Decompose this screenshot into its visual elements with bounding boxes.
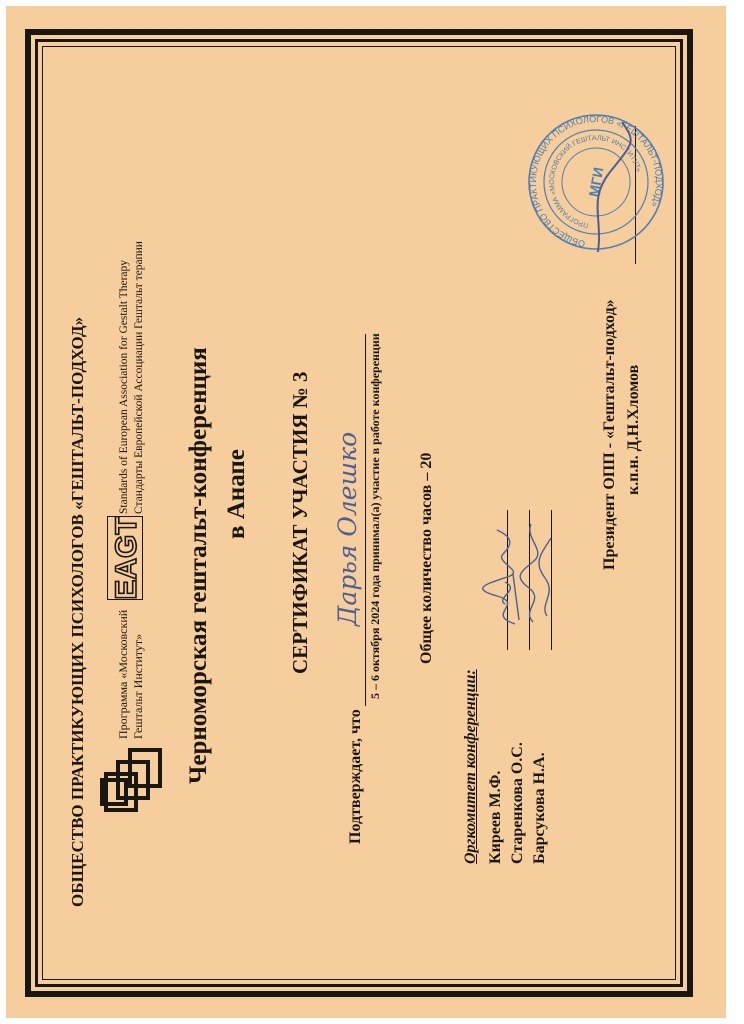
participation-text: 5 – 6 октября 2024 года принимал(а) участие в работе конференции — [368, 333, 382, 699]
conference-place: в Анапе — [223, 449, 250, 539]
hours-text: Общее количество часов – 20 — [418, 452, 435, 664]
eagt-line-1: Standards of European Association for Gestalt Therapy — [118, 260, 130, 514]
svg-text:EAGT: EAGT — [110, 516, 143, 600]
confirms-label: Подтверждает, что — [347, 709, 364, 844]
eagt-logo-icon — [107, 516, 143, 600]
mgi-logo-icon — [98, 744, 164, 814]
program-line-1: Программа «Московский — [116, 609, 130, 739]
svg-text:МГИ: МГИ — [585, 166, 607, 198]
eagt-line-2: Стандарты Европейской Ассоциации Гештальт терапии — [133, 241, 145, 514]
president-title: Президент ОПП - «Гештальт-подход» — [601, 299, 618, 570]
certificate-title: СЕРТИФИКАТ УЧАСТИЯ № 3 — [288, 371, 312, 674]
svg-text:ОБЩЕСТВО ПРАКТИКУЮЩИХ ПСИХОЛОГ: ОБЩЕСТВО ПРАКТИКУЮЩИХ ПСИХОЛОГОВ «ГЕШТАЛЬТ-ПОДХОД» — [527, 113, 665, 249]
committee-member-1: Киреев М.Ф. — [487, 770, 504, 864]
program-line-2: Гештальт Институт» — [131, 633, 145, 739]
participant-name-handwritten — [326, 374, 366, 634]
committee-member-3: Барсукова Н.А. — [531, 752, 548, 864]
eagt-logo — [107, 516, 148, 600]
round-stamp — [526, 112, 666, 252]
svg-text:ПРОГРАММА «МОСКОВСКИЙ ГЕШТАЛЬТ: ПРОГРАММА «МОСКОВСКИЙ ГЕШТАЛЬТ ИНСТИТУТ» — [548, 134, 642, 229]
svg-text:Дарья Олешко: Дарья Олешко — [333, 431, 362, 626]
president-name: к.п.н. Д.Н.Хломов — [625, 364, 642, 495]
organization-title: ОБЩЕСТВО ПРАКТИКУЮЩИХ ПСИХОЛОГОВ «ГЕШТАЛЬТ-ПОДХОД» — [68, 316, 87, 907]
committee-member-2: Старенкова О.С. — [509, 742, 526, 864]
committee-heading: Оргкомитет конференции: — [462, 669, 479, 864]
conference-title: Черноморская гештальт-конференция — [185, 347, 212, 784]
committee-signatures — [475, 494, 565, 634]
